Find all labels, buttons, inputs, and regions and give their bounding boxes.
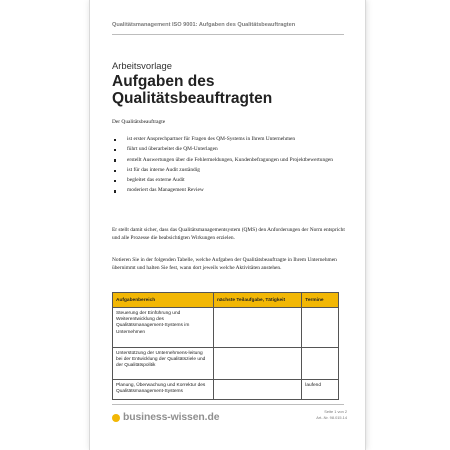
paragraph-instructions: Notieren Sie in der folgenden Tabelle, welche Aufgaben der Qualitätsbeauftragte in Ihrem Unternehmen übernimmt und halten Sie fest, wann dort jeweils welche Aktivitäten anstehen. — [112, 257, 337, 272]
article-number: Art.-Nr. 98.015.14 — [316, 414, 347, 420]
table-row — [113, 308, 339, 348]
title-line-1: Aufgaben des — [112, 73, 215, 90]
footer-divider — [112, 404, 344, 405]
document-kicker: Arbeitsvorlage — [112, 60, 172, 71]
table-row — [113, 348, 339, 380]
bullet-item: moderiert das Management Review — [112, 187, 342, 195]
bullet-item: ist erster Ansprechpartner für Fragen des QM-Systems in Ihrem Unternehmen — [112, 136, 342, 144]
task-table — [112, 292, 339, 400]
header-divider — [112, 34, 344, 35]
table-cell: Planung, Überwachung und Korrektur des Qualitätsmanagement-Systems — [113, 380, 214, 400]
logo-dot-icon — [112, 414, 120, 422]
table-cell-editable[interactable] — [213, 308, 301, 348]
title-line-2: Qualitätsbeauftragten — [112, 90, 273, 107]
bullet-item: ist für das interne Audit zuständig — [112, 167, 342, 175]
bullet-item: erstellt Auswertungen über die Fehlermeldungen, Kundenbefragungen und Projektbewertungen — [112, 157, 342, 165]
paragraph-purpose: Er stellt damit sicher, dass das Qualitätsmanagementsystem (QMS) den Anforderungen der Norm entspricht und alle Prozesse die beabsichtigten Wirkungen erzielen. — [112, 227, 345, 242]
column-header-next-task: nächste Teilaufgabe, Tätigkeit — [213, 293, 301, 308]
table-cell-editable[interactable] — [302, 348, 339, 380]
table-cell: Unterstützung der Unternehmens-leitung bei der Entwicklung der Qualitätsziele und der Qualitätspolitik — [113, 348, 214, 380]
table-cell: Steuerung der Einführung und Weiterentwicklung des Qualitätsmanagement-Systems im Unternehmen — [113, 308, 214, 348]
table-header-row — [113, 293, 339, 308]
bullet-item: führt und überarbeitet die QM-Unterlagen — [112, 146, 342, 154]
task-bullet-list — [112, 136, 342, 198]
table-cell-editable[interactable]: laufend — [302, 380, 339, 400]
column-header-area: Aufgabenbereich — [113, 293, 214, 308]
running-header: Qualitätsmanagement ISO 9001: Aufgaben des Qualitätsbeauftragten — [112, 22, 296, 28]
page-number: Seite 1 von 2 — [324, 409, 347, 414]
column-header-dates: Termine — [302, 293, 339, 308]
table-cell-editable[interactable] — [213, 348, 301, 380]
brand-logo: business-wissen.de — [123, 412, 220, 423]
table-cell-editable[interactable] — [302, 308, 339, 348]
table-cell-editable[interactable] — [213, 380, 301, 400]
page-info — [316, 409, 347, 420]
document-title — [112, 73, 352, 107]
bullet-item: begleitet das externe Audit — [112, 177, 342, 185]
intro-text: Der Qualitätsbeauftragte — [112, 119, 166, 125]
document-page — [90, 0, 365, 450]
table-row — [113, 380, 339, 400]
